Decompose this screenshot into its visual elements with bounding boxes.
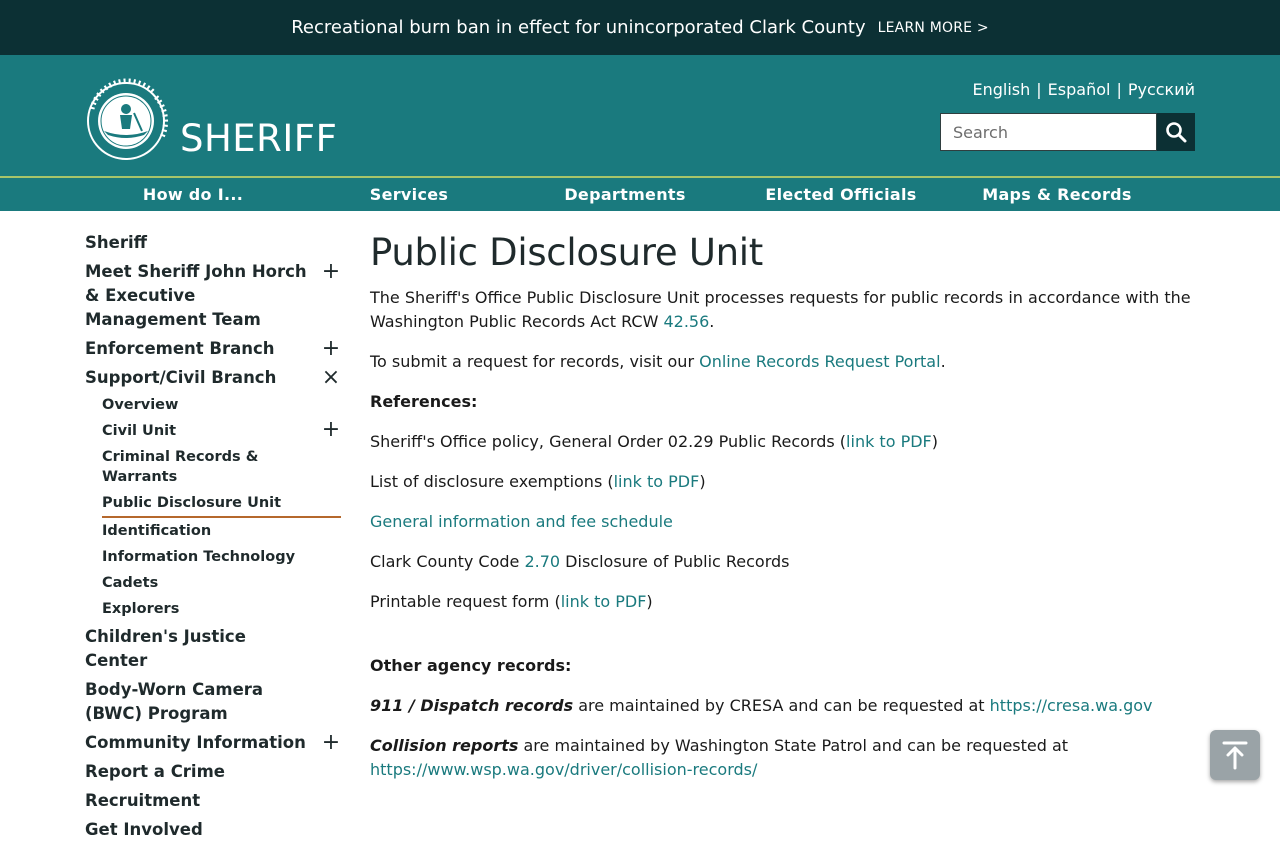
sidebar-item-label: Body-Worn Camera (BWC) Program <box>85 679 264 723</box>
sidebar-subitem-criminal-records[interactable] <box>102 444 341 490</box>
sidebar-subitem-civil-unit[interactable] <box>102 418 341 444</box>
sidebar-item-meet-sheriff[interactable] <box>85 257 341 334</box>
sidebar-subitem-cadets[interactable] <box>102 570 341 596</box>
back-to-top-button[interactable] <box>1210 730 1260 780</box>
alert-banner <box>0 0 1280 55</box>
dispatch-text: are maintained by CRESA and can be requested at <box>573 696 990 715</box>
reference-exemptions-text: List of disclosure exemptions ( <box>370 472 614 491</box>
exemptions-pdf-link[interactable]: link to PDF <box>613 472 700 491</box>
sidebar-item-label: Recruitment <box>85 790 201 810</box>
submit-paragraph <box>370 350 1200 374</box>
sidebar-item-recruitment[interactable] <box>85 786 341 815</box>
other-agency-heading: Other agency records: <box>370 656 572 675</box>
arrow-up-to-line-icon <box>1221 740 1249 770</box>
sidebar-subitem-information-technology[interactable] <box>102 544 341 570</box>
nav-maps-records[interactable]: Maps & Records <box>982 185 1132 204</box>
search-input[interactable] <box>940 113 1157 151</box>
sidebar-item-sheriff[interactable] <box>85 228 341 257</box>
sidebar-item-report-a-crime[interactable] <box>85 757 341 786</box>
expand-plus-icon[interactable]: + <box>321 336 341 361</box>
main-nav <box>0 176 1280 211</box>
sidebar-item-label: Children's Justice Center <box>85 626 246 670</box>
sidebar-item-get-involved[interactable] <box>85 815 341 844</box>
submit-text: To submit a request for records, visit our <box>370 352 700 371</box>
sidebar-subitem-overview[interactable] <box>102 392 341 418</box>
collision-reports-paragraph <box>370 734 1200 782</box>
lang-spanish-link[interactable]: Español <box>1047 80 1111 99</box>
main-content <box>370 230 1200 798</box>
reference-fee-schedule <box>370 510 1200 534</box>
intro-text: The Sheriff's Office Public Disclosure Unit processes requests for public records in accordance with the Washington Public Records Act RCW <box>370 288 1191 331</box>
sidebar-item-label: Meet Sheriff John Horch & Executive Management Team <box>85 261 307 329</box>
dispatch-records-paragraph <box>370 694 1200 718</box>
nav-how-do-i[interactable]: How do I... <box>142 185 244 204</box>
reference-code-end: Disclosure of Public Records <box>560 552 790 571</box>
sidebar-item-label: Sheriff <box>85 232 147 252</box>
reference-county-code <box>370 550 1200 574</box>
collision-text: are maintained by Washington State Patrol and can be requested at <box>518 736 1069 755</box>
sidebar-subitem-label: Information Technology <box>102 549 296 565</box>
sidebar-item-childrens-justice-center[interactable] <box>85 622 341 675</box>
request-form-pdf-link[interactable]: link to PDF <box>560 592 647 611</box>
reference-close: ) <box>931 432 938 451</box>
rcw-42-56-link[interactable]: 42.56 <box>663 312 710 331</box>
submit-end: . <box>940 352 946 371</box>
sidebar-subitem-label: Civil Unit <box>102 423 177 439</box>
site-logo-text[interactable]: SHERIFF <box>180 117 338 160</box>
sidebar-item-support-civil-branch[interactable] <box>85 363 341 392</box>
sidebar-item-label: Report a Crime <box>85 761 225 781</box>
sidebar-item-enforcement-branch[interactable] <box>85 334 341 363</box>
sidebar-subitem-explorers[interactable] <box>102 596 341 622</box>
search-icon <box>1165 121 1187 143</box>
nav-elected-officials[interactable]: Elected Officials <box>765 185 917 204</box>
sidebar-subitem-public-disclosure-unit[interactable] <box>102 490 341 518</box>
language-switcher <box>972 80 1195 99</box>
sidebar-item-community-information[interactable] <box>85 728 341 757</box>
nav-services[interactable]: Services <box>369 185 449 204</box>
intro-paragraph <box>370 286 1200 334</box>
lang-separator: | <box>1036 80 1042 99</box>
sidebar-item-label: Support/Civil Branch <box>85 367 277 387</box>
lang-russian-link[interactable]: Русский <box>1127 80 1195 99</box>
nav-departments[interactable]: Departments <box>564 185 686 204</box>
wsp-collision-records-link[interactable]: https://www.wsp.wa.gov/driver/collision-records/ <box>370 760 758 779</box>
sidebar-item-label: Enforcement Branch <box>85 338 275 358</box>
online-records-portal-link[interactable]: Online Records Request Portal <box>699 352 941 371</box>
reference-request-form <box>370 590 1200 614</box>
references-heading: References: <box>370 392 478 411</box>
reference-policy <box>370 430 1200 454</box>
sidebar-subitem-label: Identification <box>102 523 212 539</box>
dispatch-label: 911 / Dispatch records <box>370 696 574 715</box>
policy-pdf-link[interactable]: link to PDF <box>846 432 932 451</box>
spacer <box>370 630 1200 654</box>
lang-separator: | <box>1116 80 1122 99</box>
sidebar-subitem-identification[interactable] <box>102 518 341 544</box>
search-button[interactable] <box>1157 113 1195 151</box>
sidebar-subitem-label: Cadets <box>102 575 159 591</box>
site-header <box>0 55 1280 176</box>
collapse-x-icon[interactable]: × <box>321 365 341 390</box>
sidebar-nav <box>85 228 341 844</box>
reference-policy-text: Sheriff's Office policy, General Order 02.29 Public Records ( <box>370 432 847 451</box>
expand-plus-icon[interactable]: + <box>321 259 341 284</box>
sidebar-subitem-label: Overview <box>102 397 179 413</box>
intro-end: . <box>709 312 715 331</box>
expand-plus-icon[interactable]: + <box>321 730 341 755</box>
lang-english-link[interactable]: English <box>972 80 1031 99</box>
sidebar-item-body-worn-camera[interactable] <box>85 675 341 728</box>
reference-form-text: Printable request form ( <box>370 592 561 611</box>
reference-close: ) <box>699 472 706 491</box>
alert-text: Recreational burn ban in effect for unincorporated Clark County <box>291 17 866 38</box>
expand-plus-icon[interactable]: + <box>321 417 341 442</box>
sidebar-subitem-label: Explorers <box>102 601 180 617</box>
reference-code-text: Clark County Code <box>370 552 525 571</box>
sidebar-subitem-label: Criminal Records & Warrants <box>102 449 259 485</box>
cresa-link[interactable]: https://cresa.wa.gov <box>989 696 1153 715</box>
fee-schedule-link[interactable]: General information and fee schedule <box>370 512 673 531</box>
reference-exemptions <box>370 470 1200 494</box>
sidebar-item-label: Community Information <box>85 732 306 752</box>
sidebar-item-label: Get Involved <box>85 819 203 839</box>
county-code-2-70-link[interactable]: 2.70 <box>524 552 561 571</box>
search-form <box>940 113 1195 151</box>
page-title: Public Disclosure Unit <box>370 231 763 274</box>
collision-label: Collision reports <box>370 736 519 755</box>
alert-learn-more-link[interactable]: LEARN MORE > <box>877 19 989 36</box>
county-seal-icon[interactable] <box>84 79 174 161</box>
sidebar-subitem-label: Public Disclosure Unit <box>102 495 282 511</box>
reference-close: ) <box>646 592 653 611</box>
sidebar-submenu-support-civil <box>85 392 341 622</box>
